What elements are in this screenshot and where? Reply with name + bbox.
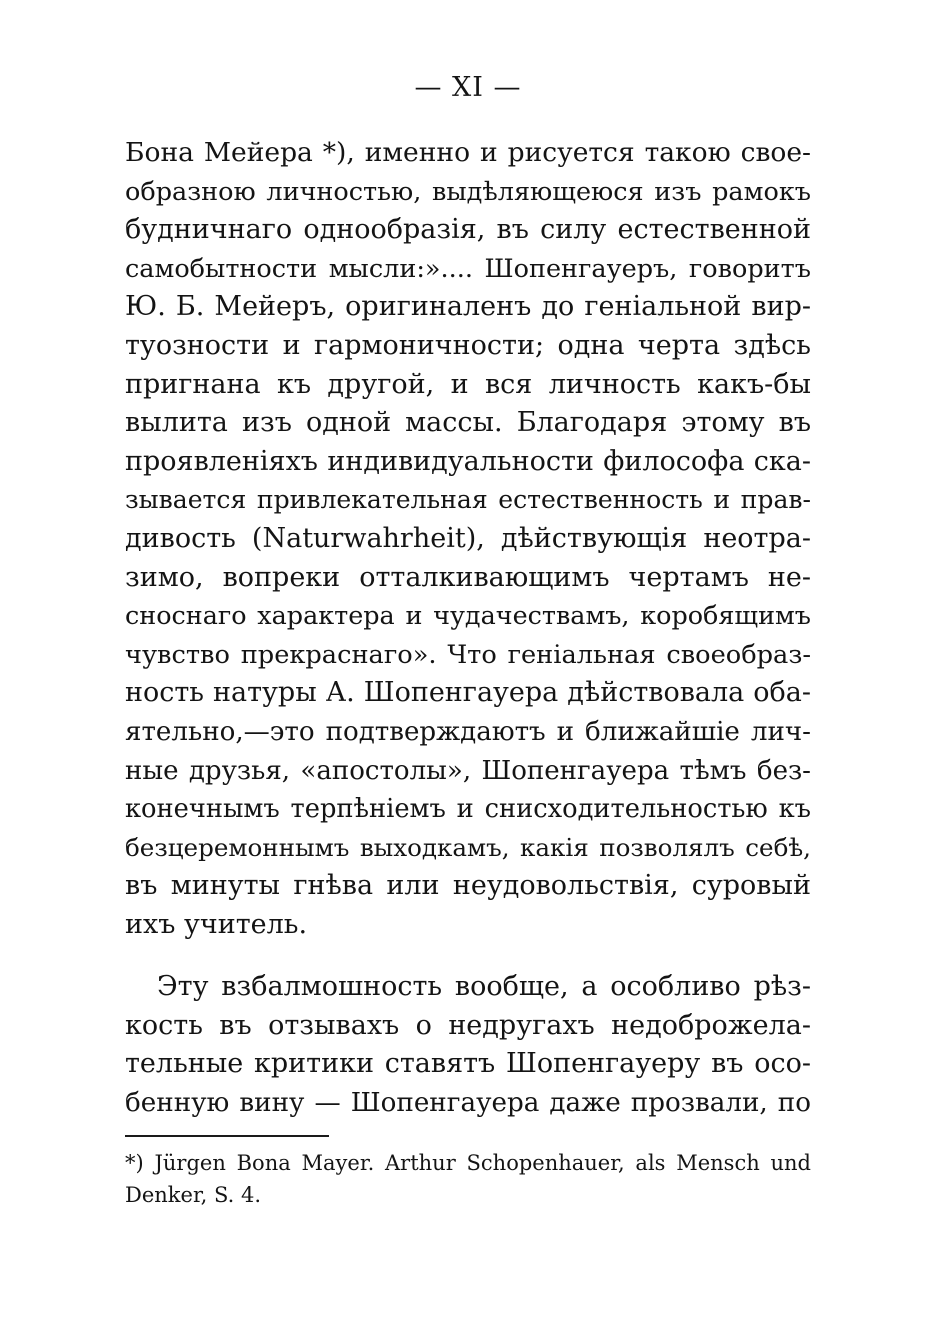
text-line: пригнана къ другой, и вся личность какъ-бы [125, 368, 811, 400]
text-line: туозности и гармоничности; одна черта здѣсь [125, 329, 811, 361]
text-line: образною личностью, выдѣляющеюся изъ рамокъ [125, 176, 811, 207]
footnote [125, 1147, 811, 1211]
footnote-line: Denker, S. 4. [125, 1183, 262, 1207]
text-line: конечнымъ терпѣніемъ и снисходительностью къ [125, 794, 811, 825]
paragraph-2 [125, 968, 811, 1122]
text-line: Бона Мейера *), именно и рисуется такою свое- [125, 137, 811, 168]
footnote-line: *) Jürgen Bona Mayer. Arthur Schopenhauer, als Mensch und [125, 1151, 811, 1175]
text-line: Ю. Б. Мейеръ, оригиналенъ до геніальной вир- [125, 291, 811, 323]
text-line: въ минуты гнѣва или неудовольствія, суровый [125, 870, 811, 902]
text-line: Эту взбалмошность вообще, а особливо рѣз- [157, 971, 811, 1002]
text-line: дивость (Naturwahrheit), дѣйствующія неотра- [125, 522, 811, 554]
paragraph-1 [125, 134, 811, 944]
text-line: вылита изъ одной массы. Благодаря этому въ [125, 407, 811, 439]
text-line: бенную вину — Шопенгауера даже прозвали, по [125, 1087, 811, 1118]
text-line: ные друзья, «апостолы», Шопенгауера тѣмъ без- [125, 755, 811, 786]
page-number: — XI — [414, 72, 522, 103]
text-line: сноснаго характера и чудачествамъ, коробящимъ [125, 601, 811, 632]
text-line: зимо, вопреки отталкивающимъ чертамъ не- [125, 561, 811, 593]
text-line: будничнаго однообразія, въ силу естественной [125, 214, 811, 246]
text-line: ятельно,—это подтверждаютъ и ближайшіе лич- [125, 716, 811, 747]
text-line: тельные критики ставятъ Шопенгауеру въ осо- [125, 1048, 811, 1080]
text-line: ихъ учитель. [125, 908, 308, 940]
text-line: ность натуры А. Шопенгауера дѣйствовала оба- [125, 677, 811, 709]
text-line: чувство прекраснаго». Что геніальная своеобраз- [125, 639, 811, 670]
text-line: проявленіяхъ индивидуальности философа ска- [125, 445, 811, 477]
footnote-divider [125, 1135, 329, 1137]
text-line: кость въ отзывахъ о недругахъ недоброжела- [125, 1009, 811, 1041]
text-line: самобытности мысли:».... Шопенгауеръ, говоритъ [125, 253, 811, 284]
text-line: безцеремоннымъ выходкамъ, какія позволялъ себѣ, [125, 832, 811, 862]
text-line: зывается привлекательная естественность и прав- [125, 485, 811, 515]
